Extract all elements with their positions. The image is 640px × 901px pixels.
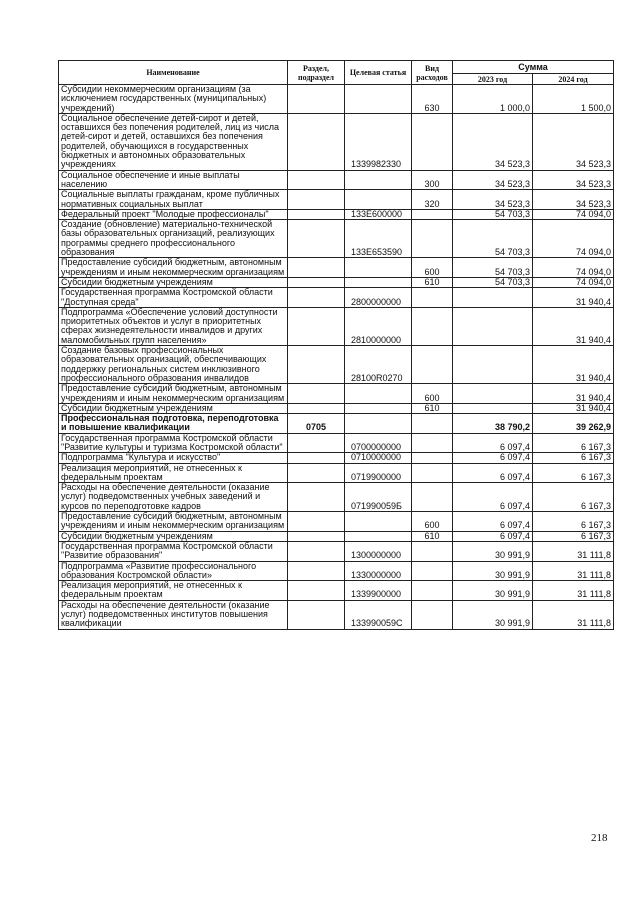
- row-name: Создание (обновление) материально-технической базы образовательных организаций, реализующих программы среднего профессионального образования: [59, 220, 288, 258]
- row-sum-2023: 54 703,3: [453, 220, 533, 258]
- row-name: Социальное обеспечение детей-сирот и детей, оставшихся без попечения родителей, лиц из числа детей-сирот и детей, оставшихся без попечения родителей, обучающихся в государственных бюджетных и автономных образовательных учреждениях: [59, 113, 288, 170]
- table-row: [59, 277, 614, 287]
- row-target: 1300000000: [345, 541, 412, 561]
- row-kind: 320: [412, 190, 453, 210]
- row-sum-2024: 31 940,4: [533, 403, 614, 413]
- table-row: [59, 288, 614, 308]
- table-row: [59, 581, 614, 601]
- row-target: 071990059Б: [345, 483, 412, 512]
- row-sum-2024: 31 111,8: [533, 581, 614, 601]
- row-target: 2800000000: [345, 288, 412, 308]
- row-target: [345, 277, 412, 287]
- row-name: Субсидии бюджетным учреждениям: [59, 531, 288, 541]
- row-sum-2023: 30 991,9: [453, 600, 533, 629]
- row-kind: [412, 414, 453, 434]
- table-row: [59, 85, 614, 114]
- row-target: 1330000000: [345, 561, 412, 581]
- row-name: Реализация мероприятий, не отнесенных к федеральным проектам: [59, 581, 288, 601]
- row-section: [288, 85, 345, 114]
- row-sum-2024: 6 167,3: [533, 531, 614, 541]
- row-sum-2023: 6 097,4: [453, 512, 533, 532]
- row-name: Субсидии бюджетным учреждениям: [59, 277, 288, 287]
- row-sum-2023: 6 097,4: [453, 433, 533, 453]
- row-sum-2023: 54 703,3: [453, 258, 533, 278]
- row-sum-2024: 74 094,0: [533, 258, 614, 278]
- row-sum-2023: [453, 403, 533, 413]
- row-name: Субсидии некоммерческим организациям (за исключением государственных (муниципальных) учреждений): [59, 85, 288, 114]
- row-target: 1339982330: [345, 113, 412, 170]
- row-name: Создание базовых профессиональных образовательных организаций, обеспечивающих поддержку региональных систем инклюзивного профессионального образования инвалидов: [59, 346, 288, 384]
- row-sum-2023: [453, 307, 533, 345]
- row-sum-2024: 34 523,3: [533, 190, 614, 210]
- row-sum-2023: 6 097,4: [453, 453, 533, 463]
- row-name: Социальное обеспечение и иные выплаты населению: [59, 170, 288, 190]
- row-target: 0719900000: [345, 463, 412, 483]
- row-section: [288, 531, 345, 541]
- row-kind: [412, 307, 453, 345]
- row-name: Подпрограмма «Развитие профессионального образования Костромской области»: [59, 561, 288, 581]
- row-sum-2024: 6 167,3: [533, 433, 614, 453]
- row-target: 28100R0270: [345, 346, 412, 384]
- row-sum-2024: 6 167,3: [533, 463, 614, 483]
- row-sum-2023: 1 000,0: [453, 85, 533, 114]
- row-sum-2024: 31 940,4: [533, 307, 614, 345]
- row-target: 1339900000: [345, 581, 412, 601]
- row-sum-2023: 54 703,3: [453, 209, 533, 219]
- row-target: [345, 414, 412, 434]
- row-target: 133E600000: [345, 209, 412, 219]
- row-section: [288, 307, 345, 345]
- row-section: [288, 463, 345, 483]
- row-section: [288, 561, 345, 581]
- row-sum-2024: 31 940,4: [533, 346, 614, 384]
- row-name: Расходы на обеспечение деятельности (оказание услуг) подведомственных учебных заведений и курсов по переподготовке кадров: [59, 483, 288, 512]
- row-sum-2023: 34 523,3: [453, 113, 533, 170]
- row-section: 0705: [288, 414, 345, 434]
- row-kind: 600: [412, 512, 453, 532]
- table-row: [59, 384, 614, 404]
- row-section: [288, 403, 345, 413]
- table-row: [59, 512, 614, 532]
- row-section: [288, 209, 345, 219]
- row-target: [345, 170, 412, 190]
- row-name: Государственная программа Костромской области "Развитие образования": [59, 541, 288, 561]
- row-sum-2023: [453, 346, 533, 384]
- row-kind: 630: [412, 85, 453, 114]
- row-sum-2024: 31 111,8: [533, 561, 614, 581]
- row-name: Государственная программа Костромской области "Развитие культуры и туризма Костромской области": [59, 433, 288, 453]
- row-sum-2024: 6 167,3: [533, 483, 614, 512]
- row-sum-2024: 74 094,0: [533, 220, 614, 258]
- row-target: 133990059С: [345, 600, 412, 629]
- row-sum-2023: 6 097,4: [453, 463, 533, 483]
- row-kind: [412, 541, 453, 561]
- row-kind: [412, 433, 453, 453]
- row-section: [288, 512, 345, 532]
- row-sum-2024: 31 940,4: [533, 288, 614, 308]
- row-target: 0700000000: [345, 433, 412, 453]
- row-sum-2023: [453, 384, 533, 404]
- row-sum-2023: 30 991,9: [453, 581, 533, 601]
- row-section: [288, 113, 345, 170]
- row-sum-2023: [453, 288, 533, 308]
- row-kind: [412, 483, 453, 512]
- row-name: Предоставление субсидий бюджетным, автономным учреждениям и иным некоммерческим организациям: [59, 512, 288, 532]
- row-target: 0710000000: [345, 453, 412, 463]
- row-sum-2023: 34 523,3: [453, 170, 533, 190]
- table-row: [59, 414, 614, 434]
- row-section: [288, 190, 345, 210]
- row-kind: [412, 600, 453, 629]
- row-section: [288, 433, 345, 453]
- row-section: [288, 220, 345, 258]
- header-kind: Вид расходов: [412, 61, 453, 85]
- table-row: [59, 307, 614, 345]
- row-section: [288, 453, 345, 463]
- table-row: [59, 403, 614, 413]
- row-target: 2810000000: [345, 307, 412, 345]
- table-row: [59, 433, 614, 453]
- row-kind: 610: [412, 277, 453, 287]
- row-kind: [412, 561, 453, 581]
- row-target: 133E653590: [345, 220, 412, 258]
- table-row: [59, 541, 614, 561]
- row-name: Субсидии бюджетным учреждениям: [59, 403, 288, 413]
- row-kind: 600: [412, 258, 453, 278]
- row-kind: 600: [412, 384, 453, 404]
- row-sum-2024: 6 167,3: [533, 453, 614, 463]
- table-row: [59, 561, 614, 581]
- row-section: [288, 600, 345, 629]
- row-section: [288, 346, 345, 384]
- row-sum-2024: 6 167,3: [533, 512, 614, 532]
- header-2023: 2023 год: [453, 74, 533, 85]
- table-row: [59, 453, 614, 463]
- row-target: [345, 190, 412, 210]
- row-sum-2024: 1 500,0: [533, 85, 614, 114]
- row-sum-2024: 39 262,9: [533, 414, 614, 434]
- row-name: Предоставление субсидий бюджетным, автономным учреждениям и иным некоммерческим организациям: [59, 258, 288, 278]
- row-sum-2023: 6 097,4: [453, 531, 533, 541]
- row-kind: [412, 346, 453, 384]
- row-sum-2023: 34 523,3: [453, 190, 533, 210]
- table-row: [59, 463, 614, 483]
- table-row: [59, 346, 614, 384]
- row-name: Расходы на обеспечение деятельности (оказание услуг) подведомственных институтов повышения квалификации: [59, 600, 288, 629]
- row-target: [345, 512, 412, 532]
- row-section: [288, 581, 345, 601]
- header-target: Целевая статья: [345, 61, 412, 85]
- table-row: [59, 113, 614, 170]
- header-section: Раздел, подраздел: [288, 61, 345, 85]
- row-section: [288, 483, 345, 512]
- row-kind: [412, 453, 453, 463]
- header-name: Наименование: [59, 61, 288, 85]
- header-sum: Сумма: [453, 61, 614, 74]
- row-sum-2024: 34 523,3: [533, 113, 614, 170]
- row-kind: 610: [412, 403, 453, 413]
- row-section: [288, 384, 345, 404]
- table-row: [59, 170, 614, 190]
- row-sum-2024: 31 111,8: [533, 541, 614, 561]
- row-name: Федеральный проект "Молодые профессионалы": [59, 209, 288, 219]
- row-sum-2023: 38 790,2: [453, 414, 533, 434]
- row-name: Подпрограмма "Культура и искусство": [59, 453, 288, 463]
- row-kind: [412, 113, 453, 170]
- budget-table: [58, 60, 614, 630]
- row-sum-2024: 31 940,4: [533, 384, 614, 404]
- table-row: [59, 220, 614, 258]
- table-row: [59, 209, 614, 219]
- header-2024: 2024 год: [533, 74, 614, 85]
- row-kind: [412, 220, 453, 258]
- table-row: [59, 190, 614, 210]
- row-target: [345, 258, 412, 278]
- row-section: [288, 277, 345, 287]
- row-target: [345, 403, 412, 413]
- table-row: [59, 600, 614, 629]
- row-name: Реализация мероприятий, не отнесенных к федеральным проектам: [59, 463, 288, 483]
- page-number: 218: [591, 832, 608, 844]
- row-kind: [412, 288, 453, 308]
- table-row: [59, 531, 614, 541]
- row-sum-2024: 31 111,8: [533, 600, 614, 629]
- row-section: [288, 288, 345, 308]
- row-name: Подпрограмма «Обеспечение условий доступности приоритетных объектов и услуг в приоритетных сферах жизнедеятельности инвалидов и других маломобильных групп населения»: [59, 307, 288, 345]
- row-sum-2023: 30 991,9: [453, 541, 533, 561]
- row-kind: 610: [412, 531, 453, 541]
- row-kind: [412, 581, 453, 601]
- table-row: [59, 483, 614, 512]
- row-section: [288, 258, 345, 278]
- table-row: [59, 258, 614, 278]
- row-name: Социальные выплаты гражданам, кроме публичных нормативных социальных выплат: [59, 190, 288, 210]
- row-section: [288, 170, 345, 190]
- row-name: Государственная программа Костромской области "Доступная среда": [59, 288, 288, 308]
- row-target: [345, 384, 412, 404]
- row-section: [288, 541, 345, 561]
- row-kind: [412, 463, 453, 483]
- row-name: Предоставление субсидий бюджетным, автономным учреждениям и иным некоммерческим организациям: [59, 384, 288, 404]
- row-sum-2024: 34 523,3: [533, 170, 614, 190]
- row-sum-2023: 6 097,4: [453, 483, 533, 512]
- row-target: [345, 85, 412, 114]
- row-kind: [412, 209, 453, 219]
- row-sum-2023: 30 991,9: [453, 561, 533, 581]
- table-header: [59, 61, 614, 85]
- row-sum-2023: 54 703,3: [453, 277, 533, 287]
- row-target: [345, 531, 412, 541]
- row-name: Профессиональная подготовка, переподготовка и повышение квалификации: [59, 414, 288, 434]
- row-kind: 300: [412, 170, 453, 190]
- table-body: [59, 85, 614, 630]
- row-sum-2024: 74 094,0: [533, 209, 614, 219]
- row-sum-2024: 74 094,0: [533, 277, 614, 287]
